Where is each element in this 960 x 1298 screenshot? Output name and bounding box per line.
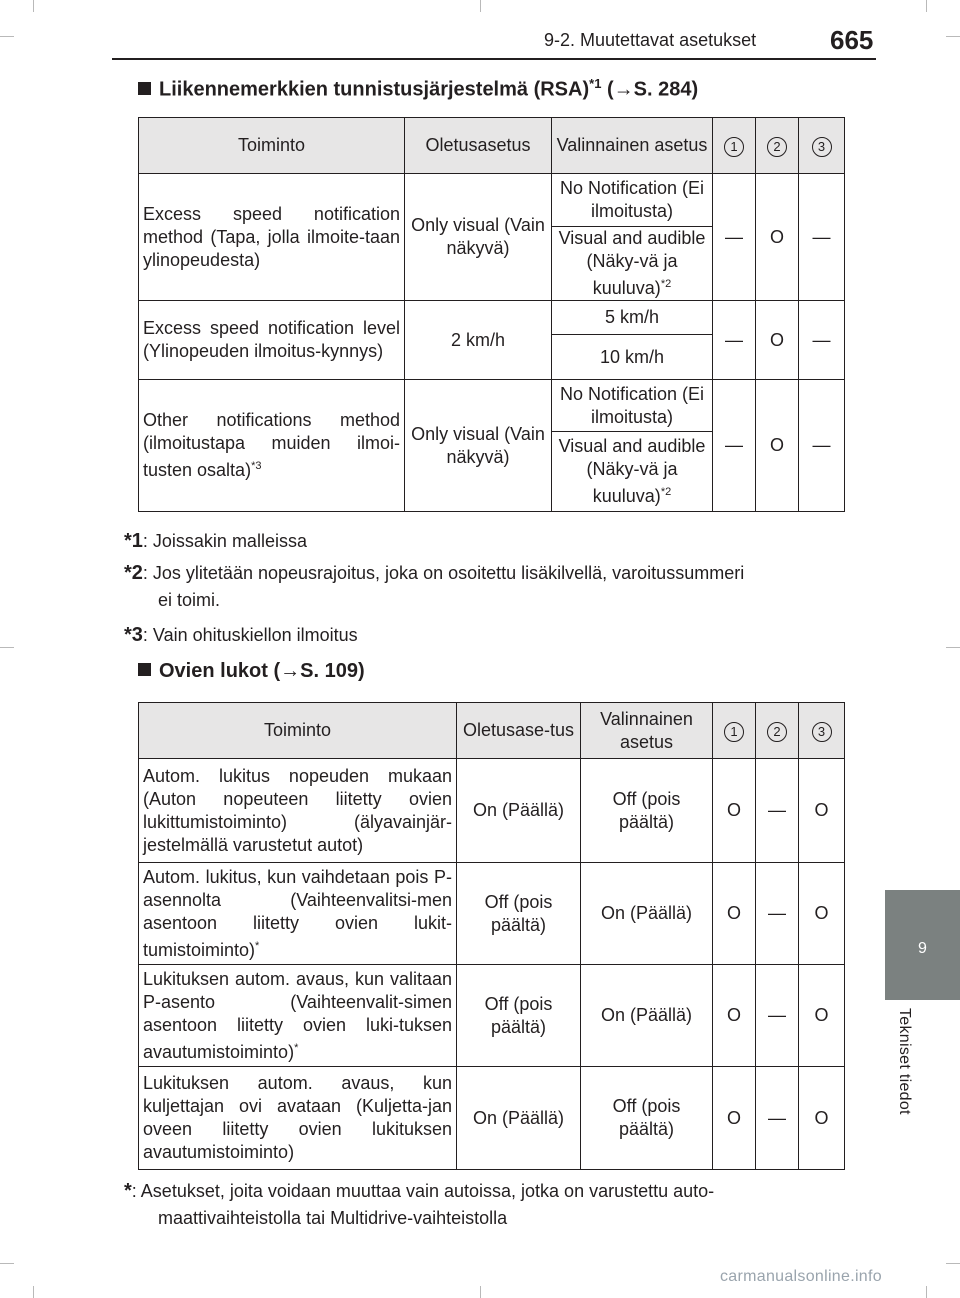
circled-number-icon: 2 <box>767 722 787 742</box>
circled-number-icon: 1 <box>724 722 744 742</box>
table-row <box>139 965 845 1067</box>
default-cell: Only visual (Vain näkyvä) <box>405 380 552 512</box>
square-bullet-icon <box>138 82 151 95</box>
settings-table-rsa <box>138 117 845 512</box>
footnote-ref: * <box>294 1041 299 1054</box>
footnote-mark: *3 <box>124 624 143 646</box>
footnote-ref: *2 <box>660 278 672 290</box>
crop-mark <box>480 0 481 12</box>
table-row <box>139 759 845 863</box>
crop-mark <box>0 1263 14 1264</box>
circled-number-icon: 3 <box>812 137 832 157</box>
section-title-text: Ovien lukot <box>159 660 268 682</box>
crop-mark <box>33 1286 34 1298</box>
table-row <box>139 174 845 227</box>
mark-cell: — <box>799 174 845 301</box>
function-text: Autom. lukitus, kun vaihdetaan pois P-asennolta (Vaihteenvalitsi-men asentoon liitetty ovien lukit-tumistoiminto) <box>143 866 452 960</box>
section-title-door-locks <box>138 660 365 683</box>
option-cell <box>552 432 713 512</box>
mark-cell: O <box>756 380 799 512</box>
mark-cell: O <box>756 301 799 380</box>
mark-cell: O <box>799 965 845 1067</box>
header-rule <box>112 58 876 60</box>
crop-mark <box>0 36 14 37</box>
function-cell <box>139 863 457 965</box>
option-cell: No Notification (Ei ilmoitusta) <box>552 380 713 432</box>
table-header-row <box>139 118 845 174</box>
crop-mark <box>946 1263 960 1264</box>
footnote-text: : Jos ylitetään nopeusrajoitus, joka on osoitettu lisäkilvellä, varoitussummeri <box>142 563 745 583</box>
column-header: Toiminto <box>139 118 405 174</box>
default-cell: Off (pois päältä) <box>457 863 581 965</box>
footnote-ref: * <box>255 939 260 952</box>
default-cell: Off (pois päältä) <box>457 965 581 1067</box>
footnote <box>124 528 844 555</box>
mark-cell: — <box>756 863 799 965</box>
crop-mark <box>926 1286 927 1298</box>
mark-cell: O <box>713 965 756 1067</box>
function-cell <box>139 965 457 1067</box>
mark-cell: O <box>713 1067 756 1170</box>
section-title-text: Liikennemerkkien tunnistusjärjestelmä (RSA) <box>159 78 590 101</box>
crop-mark <box>33 0 34 12</box>
default-cell: 2 km/h <box>405 301 552 380</box>
mark-cell: — <box>713 380 756 512</box>
function-cell: Excess speed notification method (Tapa, jolla ilmoite-taan ylinopeudesta) <box>139 174 405 301</box>
page-number: 665 <box>830 25 874 55</box>
column-header: Oletusase-tus <box>457 703 581 759</box>
settings-table-door-locks <box>138 702 845 1170</box>
option-cell <box>552 227 713 301</box>
function-cell <box>139 380 405 512</box>
option-cell: Off (pois päältä) <box>581 759 713 863</box>
footnote-mark: *1 <box>124 530 143 552</box>
crop-mark <box>926 0 927 12</box>
mark-cell: — <box>713 301 756 380</box>
crop-mark <box>0 647 14 648</box>
footnote-text: : Vain ohituskiellon ilmoitus <box>142 625 358 645</box>
circled-number-icon: 1 <box>724 137 744 157</box>
crop-mark <box>946 36 960 37</box>
column-header-1 <box>713 703 756 759</box>
function-text: Other notifications method (ilmoitustapa muiden ilmoi-tusten osalta) <box>143 410 400 480</box>
mark-cell: O <box>799 759 845 863</box>
footnote <box>124 1178 844 1232</box>
mark-cell: O <box>799 863 845 965</box>
footnote-mark: * <box>124 1180 132 1202</box>
column-header-2 <box>756 703 799 759</box>
table-header-row <box>139 703 845 759</box>
option-text: Visual and audible (Näky-vä ja kuuluva) <box>558 228 706 298</box>
page-reference: (→S. 109) <box>273 660 365 682</box>
footnote-mark: *2 <box>124 562 143 584</box>
footnote-text: : Joissakin malleissa <box>142 531 307 551</box>
chapter-label: Tekniset tiedot <box>896 1008 913 1115</box>
mark-cell: — <box>756 759 799 863</box>
mark-cell: — <box>799 301 845 380</box>
footnote-continuation: maattivaihteistolla tai Multidrive-vaihteistolla <box>158 1208 508 1228</box>
circled-number-icon: 3 <box>812 722 832 742</box>
footnote-continuation: ei toimi. <box>158 590 221 610</box>
mark-cell: — <box>756 1067 799 1170</box>
crop-mark <box>946 647 960 648</box>
function-cell: Excess speed notification level (Ylinopeuden ilmoitus-kynnys) <box>139 301 405 380</box>
table-row <box>139 301 845 335</box>
footnote-text: : Asetukset, joita voidaan muuttaa vain autoissa, jotka on varustettu auto- <box>131 1181 715 1201</box>
mark-cell: O <box>799 1067 845 1170</box>
function-text: Lukituksen autom. avaus, kun valitaan P-asento (Vaihteenvalit-simen asentoon liitetty ovien luki-tuksen avautumistoiminto) <box>143 968 452 1062</box>
option-text: Visual and audible (Näky-vä ja kuuluva) <box>558 436 706 506</box>
mark-cell: — <box>713 174 756 301</box>
option-cell: On (Päällä) <box>581 863 713 965</box>
column-header: Toiminto <box>139 703 457 759</box>
default-cell: On (Päällä) <box>457 1067 581 1170</box>
table-row <box>139 1067 845 1170</box>
footnote <box>124 560 844 614</box>
footnote-ref: *3 <box>251 460 262 472</box>
mark-cell: O <box>756 174 799 301</box>
circled-number-icon: 2 <box>767 137 787 157</box>
table-row <box>139 863 845 965</box>
footnote-ref: *2 <box>660 486 672 498</box>
column-header: Valinnainen asetus <box>552 118 713 174</box>
default-cell: Only visual (Vain näkyvä) <box>405 174 552 301</box>
table-row <box>139 380 845 432</box>
column-header: Oletusasetus <box>405 118 552 174</box>
column-header-2 <box>756 118 799 174</box>
column-header: Valinnainen asetus <box>581 703 713 759</box>
column-header-3 <box>799 703 845 759</box>
option-cell: No Notification (Ei ilmoitusta) <box>552 174 713 227</box>
mark-cell: — <box>756 965 799 1067</box>
option-cell: 10 km/h <box>552 335 713 380</box>
mark-cell: O <box>713 863 756 965</box>
option-cell: Off (pois päältä) <box>581 1067 713 1170</box>
section-title-rsa <box>138 76 698 102</box>
footnote-ref: *1 <box>589 76 602 91</box>
square-bullet-icon <box>138 663 151 676</box>
function-cell: Lukituksen autom. avaus, kun kuljettajan ovi avataan (Kuljetta-jan oveen liitetty ovien lukituksen avautumistoiminto) <box>139 1067 457 1170</box>
mark-cell: — <box>799 380 845 512</box>
column-header-1 <box>713 118 756 174</box>
function-cell: Autom. lukitus nopeuden mukaan (Auton nopeuteen liitetty ovien lukittumistoiminto) (älyavainjär-jestelmällä varustetut autot) <box>139 759 457 863</box>
chapter-number: 9 <box>918 940 927 957</box>
running-header: 9-2. Muutettavat asetukset <box>544 30 757 50</box>
option-cell: On (Päällä) <box>581 965 713 1067</box>
default-cell: On (Päällä) <box>457 759 581 863</box>
crop-mark <box>480 1286 481 1298</box>
column-header-3 <box>799 118 845 174</box>
page-reference: (→S. 284) <box>607 78 699 101</box>
footnote <box>124 622 844 649</box>
mark-cell: O <box>713 759 756 863</box>
watermark: carmanualsonline.info <box>720 1268 882 1285</box>
option-cell: 5 km/h <box>552 301 713 335</box>
